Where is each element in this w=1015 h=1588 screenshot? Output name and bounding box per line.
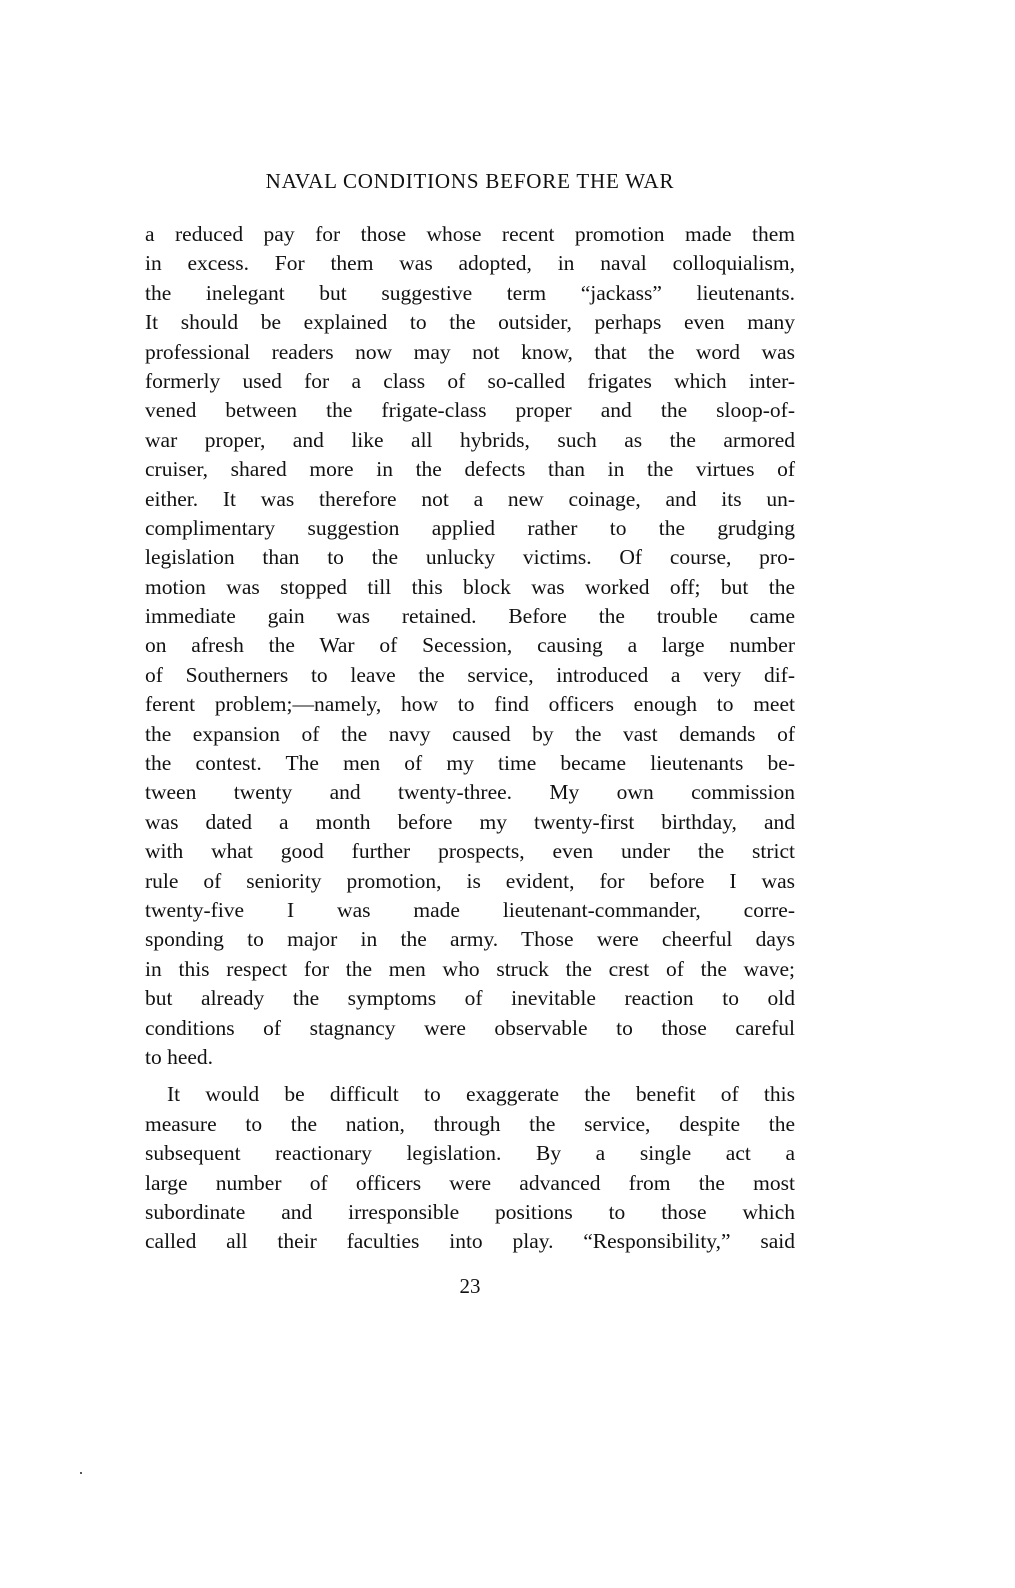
text-line: vened between the frigate-class proper and the sloop-of- bbox=[145, 398, 795, 423]
body-text bbox=[145, 220, 795, 1257]
text-line: conditions of stagnancy were observable to those careful bbox=[145, 1015, 795, 1040]
text-line: the inelegant but suggestive term “jackass” lieutenants. bbox=[145, 280, 795, 305]
text-line: measure to the nation, through the service, despite the bbox=[145, 1111, 795, 1136]
text-line: It would be difficult to exaggerate the benefit of this bbox=[167, 1082, 795, 1107]
page-number: 23 bbox=[459, 1274, 481, 1298]
paragraph-1 bbox=[145, 220, 795, 1072]
text-line: ferent problem;—namely, how to find officers enough to meet bbox=[145, 692, 795, 717]
text-line: a reduced pay for those whose recent promotion made them bbox=[145, 222, 795, 246]
text-line: rule of seniority promotion, is evident, for before I was bbox=[145, 868, 795, 893]
text-line: twenty-five I was made lieutenant-commander, corre- bbox=[145, 897, 795, 922]
text-line: large number of officers were advanced from the most bbox=[145, 1170, 795, 1195]
text-line: professional readers now may not know, that the word was bbox=[145, 339, 795, 364]
text-line: in this respect for the men who struck the crest of the wave; bbox=[145, 956, 795, 981]
text-line: was dated a month before my twenty-first birthday, and bbox=[145, 809, 795, 834]
text-line: cruiser, shared more in the defects than in the virtues of bbox=[145, 457, 795, 482]
text-line: tween twenty and twenty-three. My own commission bbox=[145, 780, 795, 805]
text-line: called all their faculties into play. “Responsibility,” said bbox=[145, 1229, 795, 1254]
text-line: war proper, and like all hybrids, such as the armored bbox=[145, 427, 795, 452]
text-line: the expansion of the navy caused by the vast demands of bbox=[145, 721, 795, 746]
running-head: NAVAL CONDITIONS BEFORE THE WAR bbox=[265, 169, 675, 193]
paragraph-gap bbox=[145, 1072, 795, 1080]
text-line: with what good further prospects, even under the strict bbox=[145, 839, 795, 864]
text-line: subsequent reactionary legislation. By a single act a bbox=[145, 1141, 795, 1166]
scan-speck bbox=[80, 1472, 82, 1474]
text-line: legislation than to the unlucky victims. Of course, pro- bbox=[145, 545, 795, 570]
text-line: motion was stopped till this block was worked off; but the bbox=[145, 574, 795, 599]
text-line: It should be explained to the outsider, perhaps even many bbox=[145, 310, 795, 335]
text-line: to heed. bbox=[145, 1044, 214, 1069]
text-line: formerly used for a class of so-called frigates which inter- bbox=[145, 368, 795, 393]
text-line: of Southerners to leave the service, introduced a very dif- bbox=[145, 662, 795, 687]
text-line: the contest. The men of my time became lieutenants be- bbox=[145, 751, 795, 776]
text-line: on afresh the War of Secession, causing a large number bbox=[145, 633, 795, 658]
paragraph-2 bbox=[145, 1080, 795, 1256]
text-line: but already the symptoms of inevitable reaction to old bbox=[145, 986, 795, 1011]
text-line: sponding to major in the army. Those were cheerful days bbox=[145, 927, 795, 952]
text-line: immediate gain was retained. Before the trouble came bbox=[145, 604, 795, 629]
text-line: subordinate and irresponsible positions to those which bbox=[145, 1199, 795, 1224]
text-line: in excess. For them was adopted, in naval colloquialism, bbox=[145, 251, 795, 276]
text-line: complimentary suggestion applied rather to the grudging bbox=[145, 515, 795, 540]
text-line: either. It was therefore not a new coinage, and its un- bbox=[145, 486, 795, 511]
